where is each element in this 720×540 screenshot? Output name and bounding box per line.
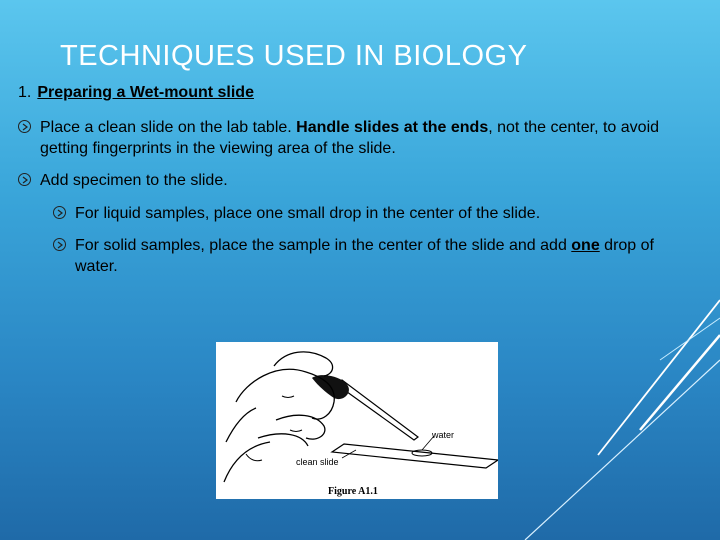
sub-bullet-text: For liquid samples, place one small drop in the center of the slide. bbox=[75, 205, 541, 222]
sub-bullet-text-continued: drop of water. bbox=[75, 237, 654, 275]
circled-arrow-right-icon bbox=[18, 173, 31, 186]
slide-title: TECHNIQUES USED IN BIOLOGY bbox=[60, 40, 528, 72]
circled-arrow-right-icon bbox=[53, 206, 66, 219]
bullet-text-continued: , not the center, to avoid getting fingerprints in the viewing area of the slide. bbox=[40, 119, 660, 157]
slide-figure bbox=[216, 342, 498, 499]
circled-arrow-right-icon bbox=[53, 238, 66, 251]
bullet-bold-text: Handle slides at the ends bbox=[296, 119, 489, 136]
bullet-item bbox=[40, 117, 700, 159]
figure-label-water: water bbox=[432, 430, 455, 440]
heading-number: 1. bbox=[18, 84, 32, 101]
numbered-heading bbox=[18, 84, 254, 102]
circled-arrow-right-icon bbox=[18, 120, 31, 133]
sub-bullet-text: For solid samples, place the sample in the center of the slide and add bbox=[75, 237, 572, 254]
sub-bullet-item bbox=[75, 235, 695, 277]
bullet-text: Add specimen to the slide. bbox=[40, 172, 228, 189]
figure-label-clean-slide: clean slide bbox=[296, 457, 339, 467]
heading-label: Preparing a Wet-mount slide bbox=[37, 84, 254, 101]
bullet-item bbox=[40, 170, 680, 191]
sub-bullet-underlined-text: one bbox=[571, 237, 600, 254]
figure-caption: Figure A1.1 bbox=[328, 486, 378, 497]
bullet-text: Place a clean slide on the lab table. bbox=[40, 119, 297, 136]
hand-dropper-illustration bbox=[216, 342, 498, 499]
sub-bullet-item bbox=[75, 203, 695, 224]
